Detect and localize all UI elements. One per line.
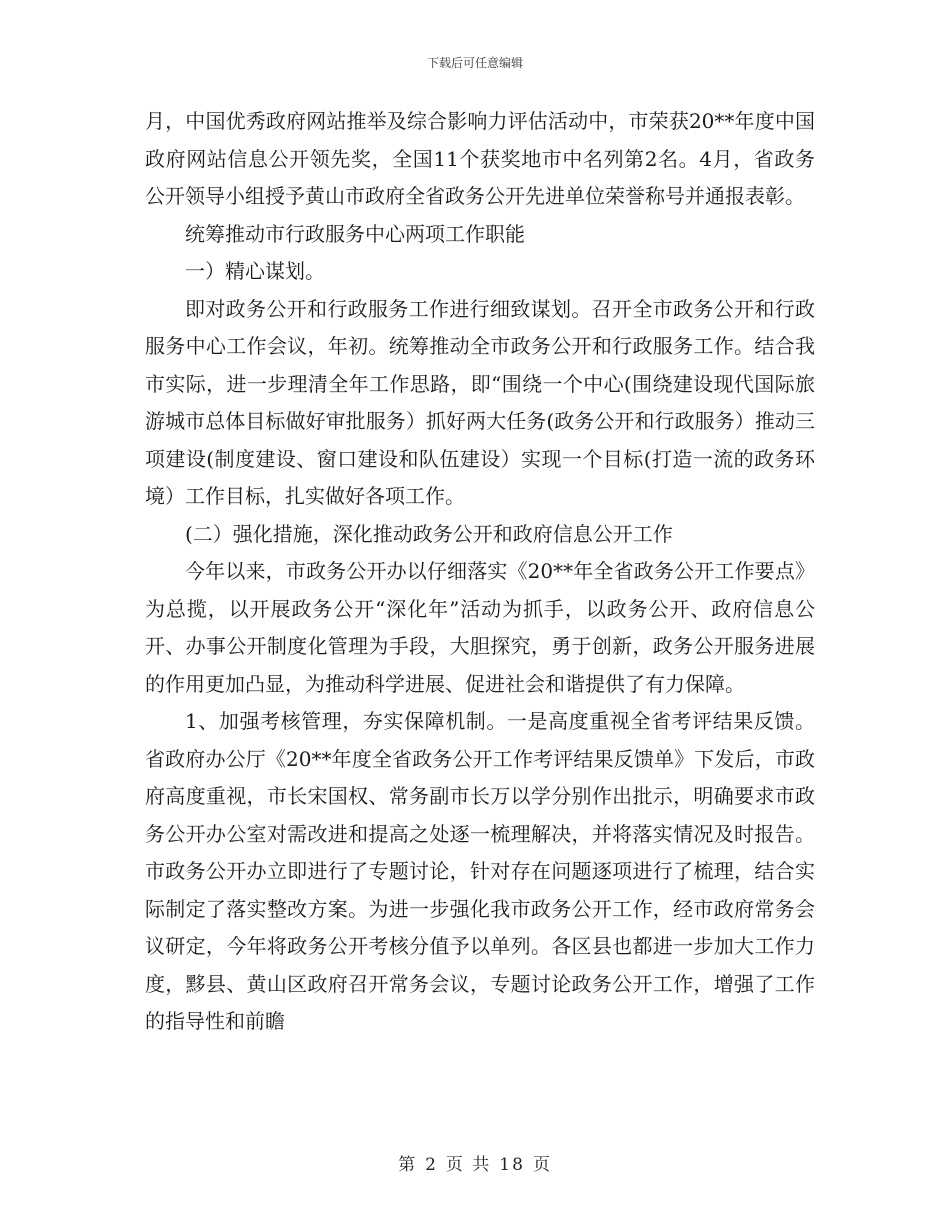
page-middle: 页 共 [445,1155,492,1175]
page-prefix: 第 [398,1155,418,1175]
paragraph: 1、加强考核管理，夯实保障机制。一是高度重视全省考评结果反馈。省政府办公厅《20**年度全省政务公开工作考评结果反馈单》下发后，市政府高度重视，市长宋国权、常务副市长万以学分别作出批示，明确要求市政务公开办公室对需改进和提高之处逐一梳理解决，并将落实情况及时报告。市政务公开办立即进行了专题讨论，针对存在问题逐项进行了梳理，结合实际制定了落实整改方案。为进一步强化我市政务公开工作，经市政府常务会议研定，今年将政务公开考核分值予以单列。各区县也都进一步加大工作力度，黟县、黄山区政府召开常务会议，专题讨论政务公开工作，增强了工作的指导性和前瞻 [145,709,815,1033]
page-suffix: 页 [532,1155,552,1175]
subsection-heading: (二）强化措施，深化推动政务公开和政府信息公开工作 [185,521,673,546]
page-header-note: 下载后可任意编辑 [426,56,523,70]
paragraph-continuation: 月，中国优秀政府网站推举及综合影响力评估活动中，市荣获20**年度中国政府网站信息公开领先奖，全国11个获奖地市中名列第2名。4月，省政务公开领导小组授予黄山市政府全省政务公开先进单位荣誉称号并通报表彰。 [145,109,815,208]
paragraph: 即对政务公开和行政服务工作进行细致谋划。召开全市政务公开和行政服务中心工作会议，年初。统筹推动全市政务公开和行政服务工作。结合我市实际，进一步理清全年工作思路，即“围绕一个中心(围绕建设现代国际旅游城市总体目标做好审批服务）抓好两大任务(政务公开和行政服务）推动三项建设(制度建设、窗口建设和队伍建设）实现一个目标(打造一流的政务环境）工作目标，扎实做好各项工作。 [145,296,815,508]
paragraph: 今年以来，市政务公开办以仔细落实《20**年全省政务公开工作要点》为总揽，以开展政务公开“深化年”活动为抓手，以政务公开、政府信息公开、办事公开制度化管理为手段，大胆探究，勇于创新，政务公开服务进展的作用更加凸显，为推动科学进展、促进社会和谐提供了有力保障。 [145,559,815,696]
section-heading: 统筹推动市行政服务中心两项工作职能 [185,221,525,246]
page-total: 18 [499,1155,525,1175]
page-footer [0,1150,950,1175]
document-body [145,103,815,1041]
page-number: 2 [425,1155,438,1175]
subsection-heading: 一）精心谋划。 [185,259,325,283]
